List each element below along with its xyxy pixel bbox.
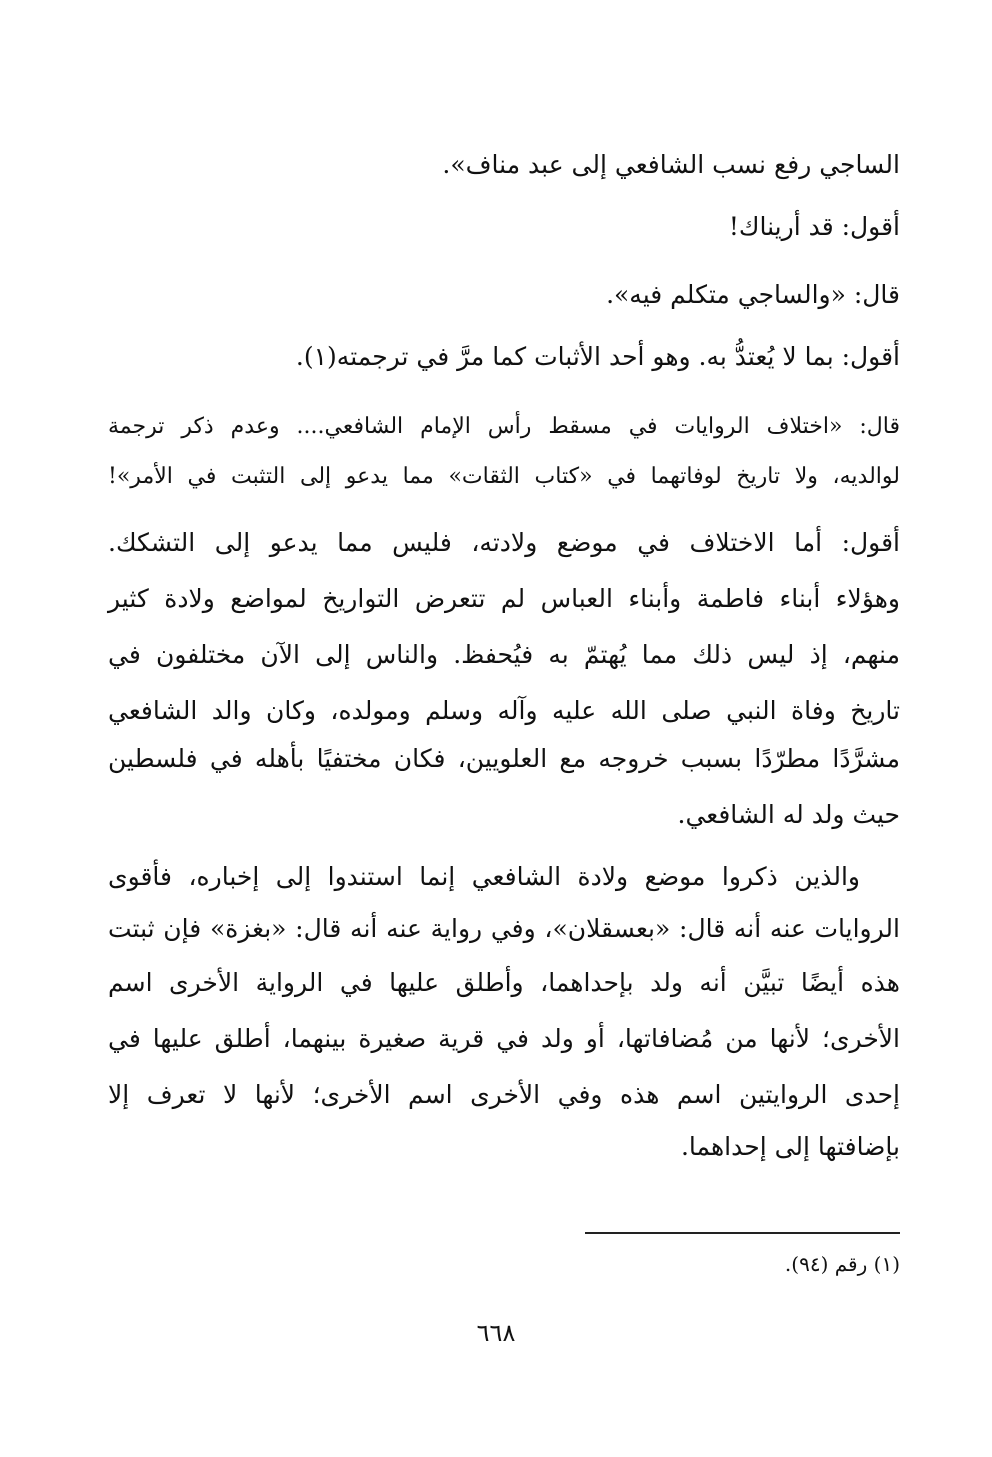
footnote: (١) رقم (٩٤). xyxy=(784,1252,900,1276)
footnote-separator xyxy=(585,1232,900,1234)
paragraph-1-line-4: تاريخ وفاة النبي صلى الله عليه وآله وسلم ومولده، وكان والد الشافعي xyxy=(108,696,900,725)
text-line-1: الساجي رفع نسب الشافعي إلى عبد مناف». xyxy=(442,150,900,179)
text-line-2: أقول: قد أريناك! xyxy=(728,212,900,241)
paragraph-1-line-1: أقول: أما الاختلاف في موضع ولادته، فليس مما يدعو إلى التشكك. xyxy=(108,528,900,557)
text-line-4: أقول: بما لا يُعتدُّ به. وهو أحد الأثبات كما مرَّ في ترجمته(١). xyxy=(295,342,900,371)
paragraph-2-line-3: هذه أيضًا تبيَّن أنه ولد بإحداهما، وأطلق عليها في الرواية الأخرى اسم xyxy=(108,968,900,997)
paragraph-2-line-1: والذين ذكروا موضع ولادة الشافعي إنما استندوا إلى إخباره، فأقوى xyxy=(108,862,860,891)
paragraph-1-line-5: مشرَّدًا مطرّدًا بسبب خروجه مع العلويين، فكان مختفيًا بأهله في فلسطين xyxy=(108,744,900,773)
paragraph-2-line-4: الأخرى؛ لأنها من مُضافاتها، أو ولد في قرية صغيرة بينهما، أطلق عليها في xyxy=(108,1024,900,1053)
quote-line-1: قال: «اختلاف الروايات في مسقط رأس الإمام الشافعي.... وعدم ذكر ترجمة xyxy=(108,414,900,439)
paragraph-2-line-5: إحدى الروايتين اسم هذه وفي الأخرى اسم الأخرى؛ لأنها لا تعرف إلا xyxy=(108,1080,900,1109)
paragraph-2-line-2: الروايات عنه أنه قال: «بعسقلان»، وفي رواية عنه أنه قال: «بغزة» فإن ثبتت xyxy=(108,914,900,943)
text-line-3: قال: «والساجي متكلم فيه». xyxy=(606,280,900,309)
page-number: ٦٦٨ xyxy=(476,1319,516,1347)
paragraph-1-line-2: وهؤلاء أبناء فاطمة وأبناء العباس لم تتعرض التواريخ لمواضع ولادة كثير xyxy=(108,584,900,613)
quote-line-2: لوالديه، ولا تاريخ لوفاتهما في «كتاب الثقات» مما يدعو إلى التثبت في الأمر»! xyxy=(108,464,900,489)
paragraph-2-line-6: بإضافتها إلى إحداهما. xyxy=(680,1132,900,1161)
paragraph-1-line-3: منهم، إذ ليس ذلك مما يُهتمّ به فيُحفظ. والناس إلى الآن مختلفون في xyxy=(108,640,900,669)
paragraph-1-line-6: حيث ولد له الشافعي. xyxy=(677,800,900,829)
